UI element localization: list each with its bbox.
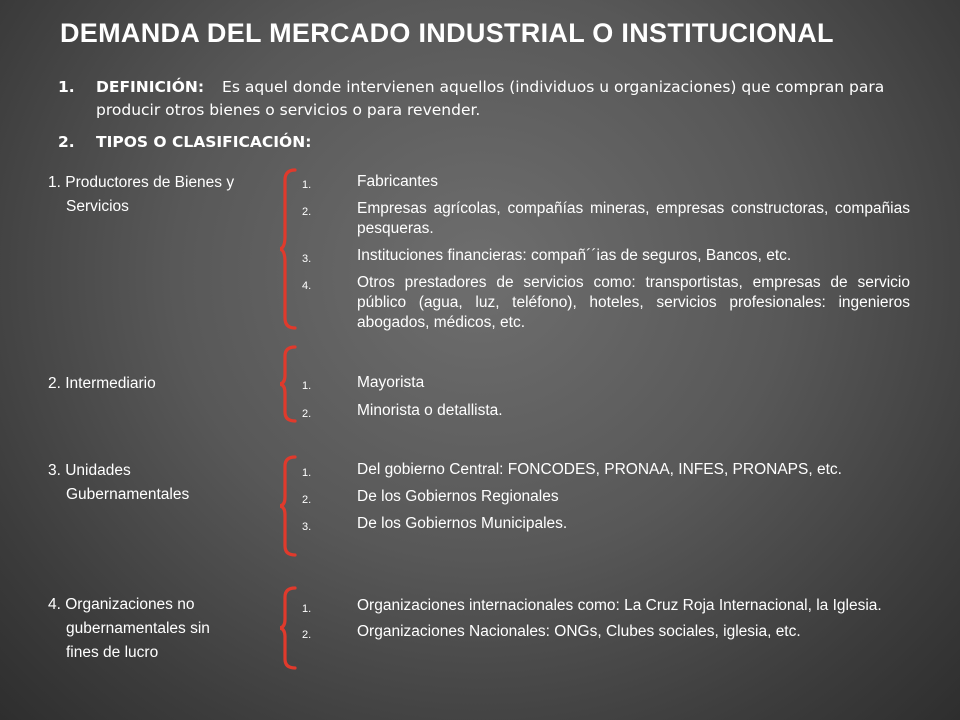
category-label-line2: Servicios [66, 198, 129, 215]
category-label [48, 593, 288, 665]
list-item-text: Del gobierno Central: FONCODES, PRONAA, INFES, PRONAPS, etc. [357, 461, 842, 478]
list-item-text: De los Gobiernos Regionales [357, 488, 559, 505]
list-item-text: Empresas agrícolas, compañías mineras, empresas constructoras, compañias pesqueras. [357, 200, 910, 237]
category-label-line1: 4. Organizaciones no [48, 596, 195, 613]
category-label [48, 171, 288, 219]
category-label [48, 459, 288, 507]
tipos-heading: TIPOS O CLASIFICACIÓN: [96, 133, 312, 151]
category-items-list [302, 596, 910, 642]
list-item-number: 1. [302, 179, 312, 191]
list-item-number: 3. [302, 521, 312, 533]
category-label-line1: 2. Intermediario [48, 375, 156, 392]
list-item [302, 514, 910, 534]
curly-brace-icon [280, 345, 298, 423]
list-item-number: 2. [302, 206, 312, 218]
list-item-number: 4. [302, 280, 312, 292]
definition-text: Es aquel donde intervienen aquellos (individuos u organizaciones) que compran para producir otros bienes o servicios o para revender. [96, 78, 885, 119]
list-item-text: Otros prestadores de servicios como: transportistas, empresas de servicio público (agua, luz, teléfono), hoteles, servicios profesionales: ingenieros abogados, médicos, etc. [357, 274, 910, 331]
list-item-text: Instituciones financieras: compañ´´ias de seguros, Bancos, etc. [357, 247, 792, 264]
list-item [302, 199, 910, 239]
tipos-heading-section [58, 133, 311, 151]
category-label-line1: 1. Productores de Bienes y [48, 174, 235, 191]
list-item-text: Organizaciones Nacionales: ONGs, Clubes sociales, iglesia, etc. [357, 623, 801, 640]
list-item-number: 3. [302, 253, 312, 265]
category-items-list [302, 172, 910, 333]
list-item-number: 1. [302, 467, 312, 479]
list-item [302, 401, 910, 421]
list-item-text: Fabricantes [357, 173, 438, 190]
list-item-text: De los Gobiernos Municipales. [357, 515, 568, 532]
category-label-line1: 3. Unidades [48, 462, 131, 479]
list-item-number: 2. [302, 408, 312, 420]
curly-brace-icon [280, 168, 298, 330]
list-item [302, 373, 910, 393]
category-items-list [302, 460, 910, 534]
curly-brace-icon [280, 455, 298, 557]
list-item-number: 2. [302, 494, 312, 506]
definition-section [58, 76, 918, 122]
curly-brace-icon [280, 586, 298, 670]
category-label-line3: fines de lucro [66, 644, 159, 661]
list-item-text: Organizaciones internacionales como: La Cruz Roja Internacional, la Iglesia. [357, 597, 882, 614]
category-label [48, 372, 288, 396]
category-items-list [302, 373, 910, 421]
slide-title: DEMANDA DEL MERCADO INDUSTRIAL O INSTITUCIONAL [60, 18, 834, 48]
list-item-number: 1. [302, 603, 312, 615]
list-item-text: Mayorista [357, 374, 425, 391]
list-item-text: Minorista o detallista. [357, 402, 503, 419]
list-item [302, 246, 910, 266]
list-item [302, 622, 910, 642]
definition-heading: DEFINICIÓN: [96, 78, 205, 96]
definition-number: 1. [58, 78, 75, 96]
list-item [302, 460, 910, 480]
list-item [302, 273, 910, 333]
category-label-line2: Gubernamentales [66, 486, 190, 503]
list-item [302, 172, 910, 192]
list-item [302, 487, 910, 507]
list-item-number: 1. [302, 380, 312, 392]
list-item-number: 2. [302, 629, 312, 641]
list-item [302, 596, 910, 616]
category-label-line2: gubernamentales sin [66, 620, 210, 637]
tipos-number: 2. [58, 133, 75, 151]
